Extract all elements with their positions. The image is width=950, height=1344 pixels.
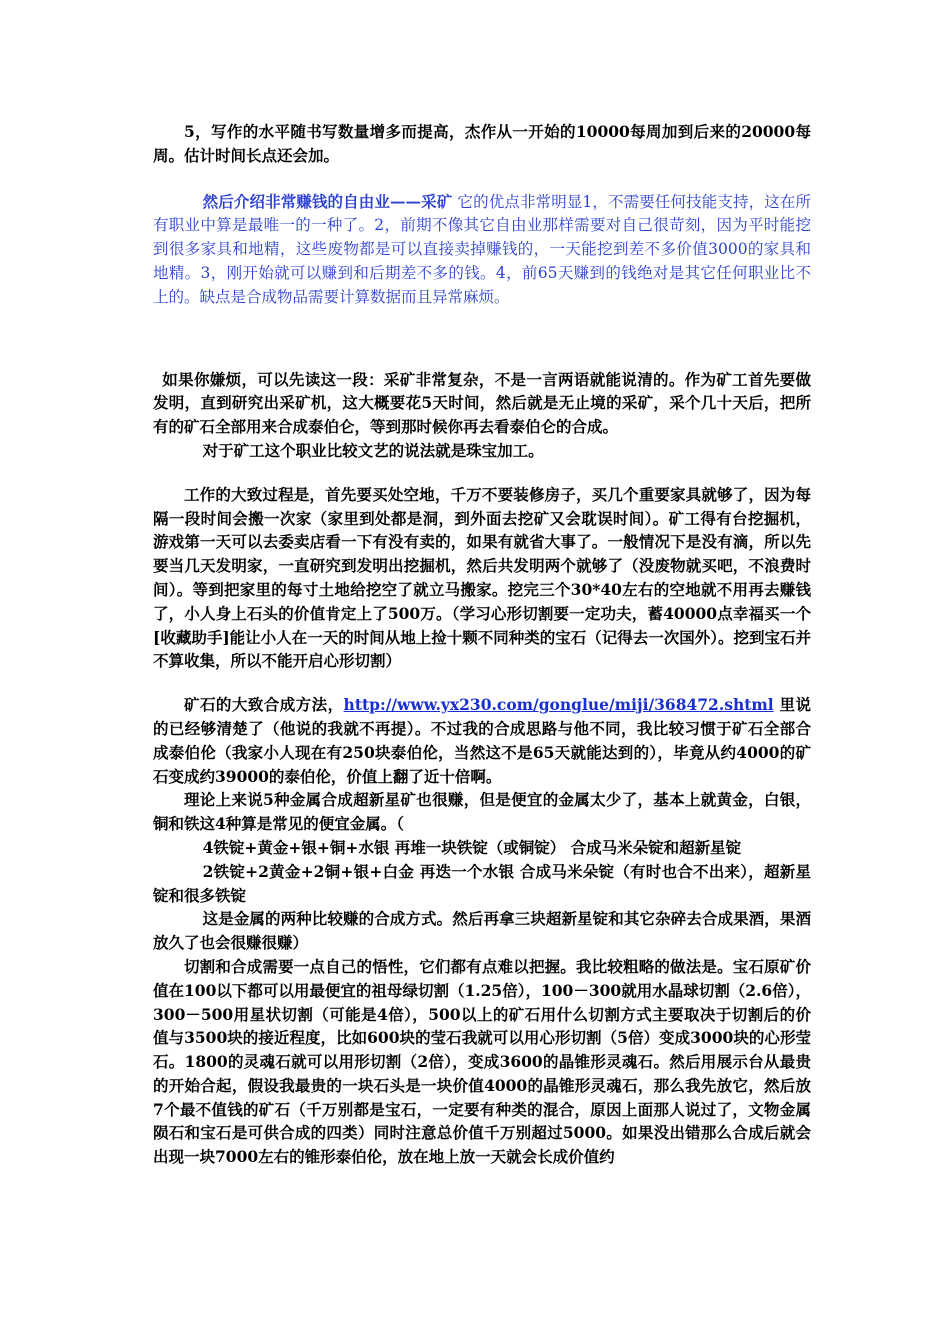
synthesis-text-a: 矿石的大致合成方法， [184, 695, 344, 715]
paragraph-work-process: 工作的大致过程是，首先要买处空地，千万不要装修房子，买几个重要家具就够了，因为每隔一段时间会搬一次家（家里到处都是洞，到外面去挖矿又会耽误时间）。矿工得有台挖掘机，游戏第一天可以去委卖店看一下有没有卖的，如果有就省大事了。一般情况下是没有滴，所以先要当几天发明家，一直研究到发明出挖掘机，然后共发明两个就够了（没废物就买吧，不浪费时间）。等到把家里的每寸土地给挖空了就立马搬家。挖完三个30*40左右的空地就不用再去赚钱了，小人身上石头的价值肯定上了500万。（学习心形切割要一定功夫，蓄40000点幸福买一个[收藏助手]能让小人在一天的时间从地上捡十颗不同种类的宝石（记得去一次国外）。挖到宝石并不算收集，所以不能开启心形切割） [153, 484, 811, 671]
paragraph-mining-intro [153, 190, 811, 310]
paragraph-metal-theory: 理论上来说5种金属合成超新星矿也很赚，但是便宜的金属太少了，基本上就黄金，白银，铜和铁这4种算是常见的便宜金属。（ [153, 790, 811, 834]
document-page [153, 120, 811, 1169]
paragraph-metal-summary: 这是金属的两种比较赚的合成方式。然后再拿三块超新星锭和其它杂碎去合成果酒，果酒放久了也会很赚很赚） [153, 909, 811, 953]
mining-heading: 然后介绍非常赚钱的自由业——采矿 [202, 191, 453, 211]
mining-advantages: 它的优点非常明显1，不需要任何技能支持，这在所有职业中算是最唯一的一种了。2，前期不像其它自由业那样需要对自己很苛刻，因为平时能挖到很多家具和地精，这些废物都是可以直接卖掉赚钱的，一天能挖到差不多价值3000的家具和地精。3，刚开始就可以赚到和后期差不多的钱。4，前65天赚到的钱绝对是其它任何职业比不上的。缺点是合成物品需要计算数据而且异常麻烦。 [153, 192, 811, 306]
recipe-one: 4铁锭+黄金+银+铜+水银 再堆一块铁锭（或铜锭） 合成马米朵锭和超新星锭 [202, 837, 742, 857]
paragraph-writing-level: 5，写作的水平随书写数量增多而提高，杰作从一开始的10000每周加到后来的20000每周。估计时间长点还会加。 [153, 122, 811, 165]
paragraph-jewelry: 对于矿工这个职业比较文艺的说法就是珠宝加工。 [202, 440, 544, 460]
paragraph-summary: 如果你嫌烦，可以先读这一段：采矿非常复杂，不是一言两语就能说清的。作为矿工首先要做发明，直到研究出采矿机，这大概要花5天时间，然后就是无止境的采矿，采个几十天后，把所有的矿石全部用来合成泰伯仑，等到那时候你再去看泰伯仑的合成。 [153, 369, 811, 437]
paragraph-cutting: 切割和合成需要一点自己的悟性，它们都有点难以把握。我比较粗略的做法是。宝石原矿价值在100以下都可以用最便宜的祖母绿切割（1.25倍），100－300就用水晶球切割（2.6倍），300－500用星状切割（可能是4倍），500以上的矿石用什么切割方式主要取决于切割后的价值与3500块的接近程度，比如600块的莹石我就可以用心形切割（5倍）变成3000块的心形莹石。1800的灵魂石就可以用形切割（2倍），变成3600的晶锥形灵魂石。然后用展示台从最贵的开始合起，假设我最贵的一块石头是一块价值4000的晶锥形灵魂石，那么我先放它，然后放7个最不值钱的矿石（千万别都是宝石，一定要有种类的混合，原因上面那人说过了，文物金属陨石和宝石是可供合成的四类）同时注意总价值千万别超过5000。如果没出错那么合成后就会出现一块7000左右的锥形泰伯伦，放在地上放一天就会长成价值约 [153, 956, 811, 1167]
recipe-two: 2铁锭+2黄金+2铜+银+白金 再迭一个水银 合成马米朵锭（有时也合不出来），超新星锭和很多铁锭 [153, 861, 811, 905]
guide-link[interactable]: http://www.yx230.com/gonglue/miji/368472.shtml [343, 695, 774, 715]
paragraph-ore-synthesis [153, 693, 811, 788]
synthesis-text-b: 里说的已经够清楚了（他说的我就不再提）。不过我的合成思路与他不同，我比较习惯于矿石全部合成泰伯伦（我家小人现在有250块泰伯伦，当然这不是65天就能达到的），毕竟从约4000的矿石变成约39000的泰伯伦，价值上翻了近十倍啊。 [153, 695, 811, 786]
